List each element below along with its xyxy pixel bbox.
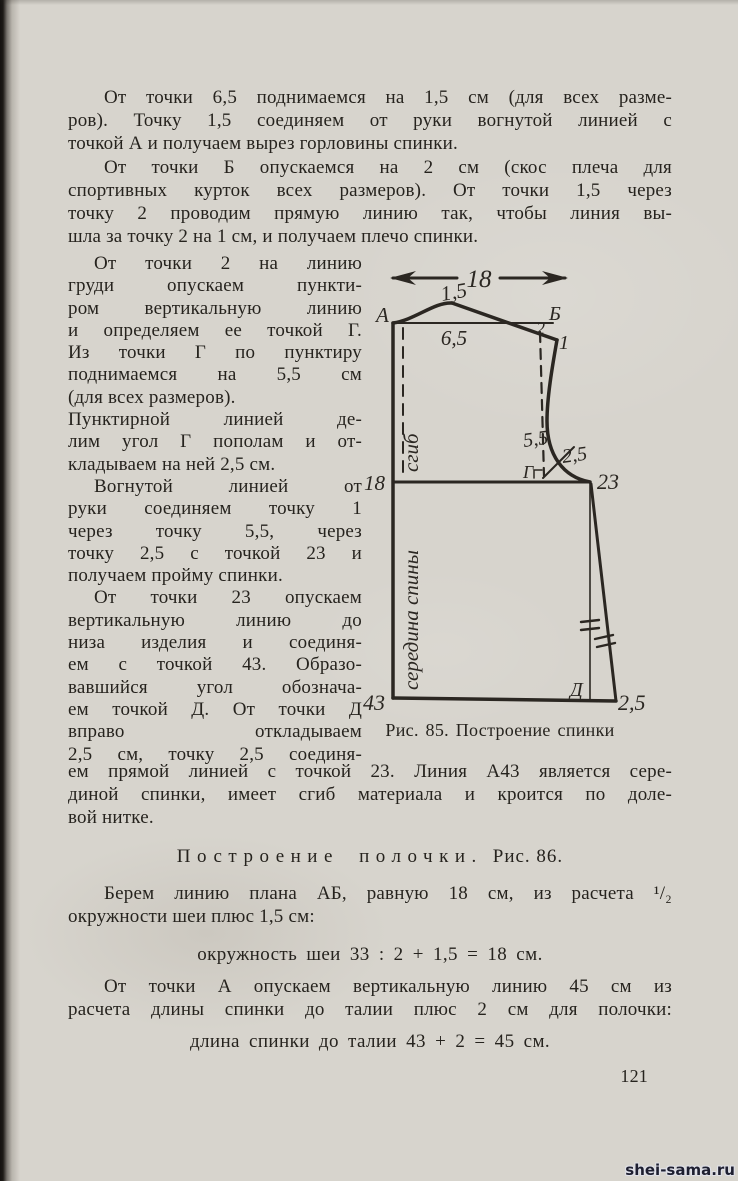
neck-formula: окружность шеи 33 : 2 + 1,5 = 18 см. [197,944,543,965]
text-line: От точки 2 на линию [94,253,362,274]
text-line: Пунктирной линией де- [68,409,362,431]
text-line: вертикальную линию до [68,609,362,631]
label-sgib: сгиб [399,433,423,472]
heading-figure-ref: Рис. 86. [492,846,564,867]
text-line: руки соединяем точку 1 [68,498,362,520]
text-line: точку 2 проводим прямую линию так, чтобы линия вы- [68,203,672,225]
label-23: 23 [597,469,619,494]
heading-spaced-text: Построение полочки. [176,846,483,867]
text-line: вправо откладываем [68,721,362,743]
label-point-B: Б [549,303,561,325]
back-length-formula: длина спинки до талии 43 + 2 = 45 см. [189,1031,551,1052]
section-heading [68,845,672,869]
neckline-curve [393,303,452,323]
text-line: груди опускаем пункти- [68,275,362,297]
text-line: вой нитке. [68,807,154,829]
text-line: лим угол Г пополам и от- [68,431,362,453]
label-point-A: А [376,303,389,327]
text-line: (для всех размеров). [68,386,236,408]
text-line: через точку 5,5, через [68,520,362,542]
text-line: окружности шеи плюс 1,5 см: [68,906,315,928]
front-length-paragraph [68,975,672,1021]
armhole-guide-dashed [540,332,544,476]
text-line: диной спинки, имеет сгиб материала и кроится по доле- [68,784,672,806]
text-line: ем точкой Д. От точки Д [68,698,362,720]
text-line: вавшийся угол обознача- [68,676,362,698]
text-line: поднимаемся на 5,5 см [68,364,362,386]
label-seredina-spiny: середина спины [399,550,423,690]
text-line: кладываем на ней 2,5 см. [68,453,276,475]
label-width-18: 18 [466,266,492,293]
label-bottom-2-5: 2,5 [618,690,646,715]
hatch-marks-slant [595,635,615,647]
text-line: Вогнутой линией от [94,475,362,497]
side-seam-line [591,484,616,701]
text-line: От точки Б опускаемся на 2 см (скос плеча для [104,156,672,178]
label-43: 43 [363,690,385,715]
text-line: ром вертикальную линию [68,297,362,319]
site-watermark: shei-sama.ru [625,1161,735,1179]
text-line: ров). Точку 1,5 соединяем от руки вогнутой линией с [68,110,672,132]
label-1: 1 [559,332,569,354]
text-line: точку 2,5 с точкой 23 и [68,542,362,564]
label-1-5: 1,5 [438,277,469,306]
continuation-paragraph [68,760,672,830]
text-line: спортивных курток всех размеров). От точки 1,5 через [68,179,672,201]
figure-caption: Рис. 85. Построение спинки [385,720,615,740]
text-line: низа изделия и соединя- [68,632,362,654]
text-line: точкой А и получаем вырез горловины спинки. [68,133,459,155]
label-6-5: 6,5 [440,326,468,350]
front-intro-paragraph [68,882,672,928]
label-chest-18: 18 [364,471,385,495]
text-line: и определяем ее точкой Г. [68,319,362,341]
label-5-5: 5,5 [521,426,550,452]
label-point-G: Г [523,462,534,482]
page-number: 121 [620,1066,648,1086]
intro-paragraphs [68,86,672,248]
pattern-diagram [360,258,690,718]
binding-shadow [0,0,20,1181]
text-line: ем с точкой 43. Образо- [68,654,362,676]
label-point-D: Д [570,679,583,701]
page-top-shadow [0,0,738,5]
text-line: Берем линию плана АБ, равную 18 см, из расчета ¹/₂ [104,883,672,904]
label-2-5: 2,5 [560,442,589,468]
right-angle-mark [534,470,542,478]
text-line: получаем пройму спинки. [68,565,283,587]
text-line: ем прямой линией с точкой 23. Линия А43 является сере- [68,761,672,782]
left-text-column [68,253,362,766]
text-line: расчета длины спинки до талии плюс 2 см для полочки: [68,999,672,1021]
text-line: От точки 23 опускаем [94,587,362,609]
text-line: От точки 6,5 поднимаемся на 1,5 см (для всех разме- [104,87,672,108]
label-2: 2 [536,318,545,338]
text-line: 2,5 см, точку 2,5 соединя- [68,743,362,765]
text-line: шла за точку 2 на 1 см, и получаем плечо спинки. [68,226,479,248]
text-line: От точки А опускаем вертикальную линию 45 см из [104,976,672,997]
text-line: Из точки Г по пунктиру [68,342,362,364]
